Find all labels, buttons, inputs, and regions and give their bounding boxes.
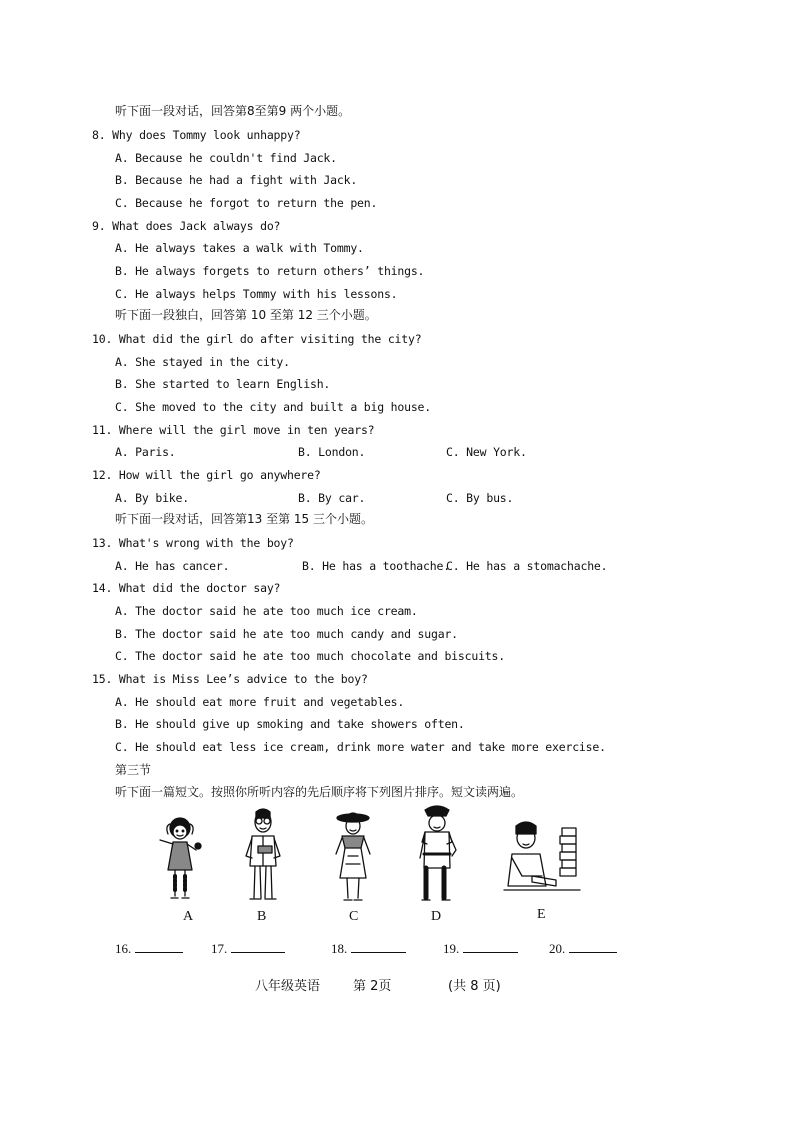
- answer-16: 16.: [115, 940, 183, 957]
- question-11: 11. Where will the girl move in ten years?: [92, 423, 375, 437]
- question-9: 9. What does Jack always do?: [92, 219, 281, 233]
- q10-option-c: C. She moved to the city and built a big house.: [115, 400, 432, 414]
- picture-e-student-illustration: [502, 818, 582, 900]
- q9-option-a: A. He always takes a walk with Tommy.: [115, 241, 364, 255]
- footer-total-pages: (共 8 页): [448, 979, 501, 994]
- picture-a-girl-illustration: [150, 810, 210, 910]
- answer-18: 18.: [331, 940, 406, 957]
- picture-d-police-illustration: [412, 802, 462, 906]
- picture-label-e: E: [537, 907, 546, 922]
- answer-19-blank[interactable]: [463, 940, 518, 953]
- answer-17: 17.: [211, 940, 285, 957]
- intro-8-9: 听下面一段对话，回答第8至第9 两个小题。: [115, 104, 351, 118]
- answer-19: 19.: [443, 940, 518, 957]
- q14-option-b: B. The doctor said he ate too much candy and sugar.: [115, 627, 458, 641]
- q12-option-b: B. By car.: [298, 491, 366, 505]
- q8-option-b: B. Because he had a fight with Jack.: [115, 173, 358, 187]
- question-14: 14. What did the doctor say?: [92, 581, 281, 595]
- answer-18-blank[interactable]: [351, 940, 406, 953]
- q14-option-c: C. The doctor said he ate too much chocolate and biscuits.: [115, 649, 505, 663]
- question-8: 8. Why does Tommy look unhappy?: [92, 128, 301, 142]
- q11-option-b: B. London.: [298, 445, 366, 459]
- picture-label-c: C: [349, 909, 359, 924]
- intro-10-12: 听下面一段独白，回答第 10 至第 12 三个小题。: [115, 308, 377, 322]
- picture-b-man-illustration: [238, 806, 288, 906]
- q13-option-c: C. He has a stomachache.: [446, 559, 608, 573]
- q10-option-b: B. She started to learn English.: [115, 377, 331, 391]
- q10-option-a: A. She stayed in the city.: [115, 355, 290, 369]
- section-3-instruction: 听下面一篇短文。按照你所听内容的先后顺序将下列图片排序。短文读两遍。: [115, 785, 524, 799]
- q11-option-a: A. Paris.: [115, 445, 176, 459]
- footer-page-number: 第 2页: [353, 979, 392, 994]
- q14-option-a: A. The doctor said he ate too much ice cream.: [115, 604, 418, 618]
- q13-option-a: A. He has cancer.: [115, 559, 230, 573]
- picture-c-woman-illustration: [328, 808, 378, 908]
- answer-20-blank[interactable]: [569, 940, 617, 953]
- q9-option-c: C. He always helps Tommy with his lessons.: [115, 287, 398, 301]
- question-13: 13. What's wrong with the boy?: [92, 536, 294, 550]
- q9-option-b: B. He always forgets to return others’ things.: [115, 264, 425, 278]
- picture-label-b: B: [257, 909, 267, 924]
- q15-option-a: A. He should eat more fruit and vegetables.: [115, 695, 405, 709]
- q13-option-b: B. He has a toothache.: [302, 559, 450, 573]
- intro-13-15: 听下面一段对话，回答第13 至第 15 三个小题。: [115, 512, 373, 526]
- q11-option-c: C. New York.: [446, 445, 527, 459]
- q15-option-b: B. He should give up smoking and take showers often.: [115, 717, 465, 731]
- question-15: 15. What is Miss Lee’s advice to the boy?: [92, 672, 368, 686]
- q8-option-a: A. Because he couldn't find Jack.: [115, 151, 337, 165]
- q15-option-c: C. He should eat less ice cream, drink more water and take more exercise.: [115, 740, 606, 754]
- q12-option-c: C. By bus.: [446, 491, 514, 505]
- q8-option-c: C. Because he forgot to return the pen.: [115, 196, 378, 210]
- answer-20: 20.: [549, 940, 617, 957]
- picture-label-d: D: [431, 909, 442, 924]
- question-12: 12. How will the girl go anywhere?: [92, 468, 321, 482]
- section-3-title: 第三节: [115, 763, 152, 777]
- question-10: 10. What did the girl do after visiting the city?: [92, 332, 422, 346]
- footer-subject: 八年级英语: [255, 979, 321, 994]
- answer-16-blank[interactable]: [135, 940, 183, 953]
- q12-option-a: A. By bike.: [115, 491, 189, 505]
- picture-label-a: A: [183, 909, 194, 924]
- answer-17-blank[interactable]: [231, 940, 285, 953]
